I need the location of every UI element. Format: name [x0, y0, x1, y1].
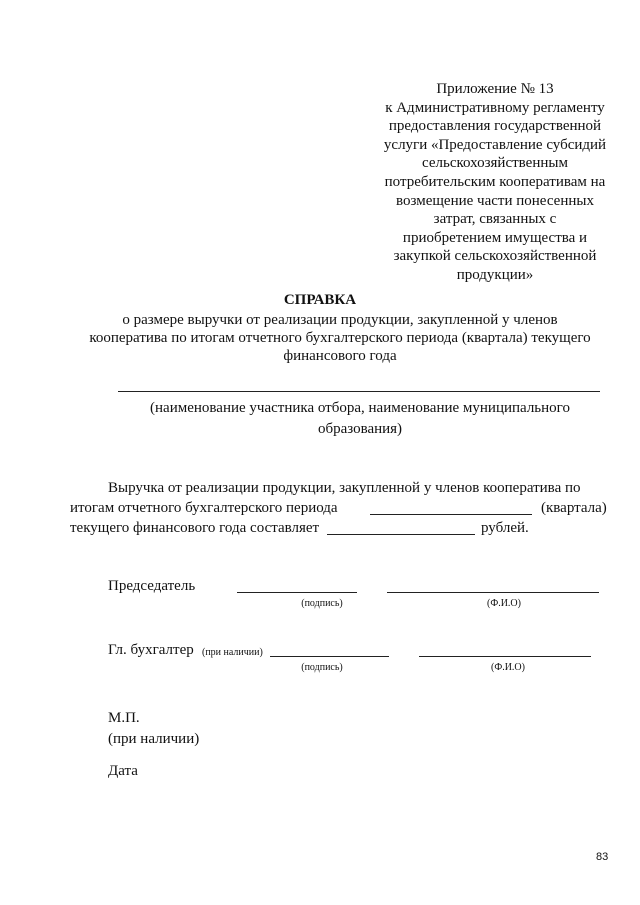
page-number: 83 — [596, 851, 609, 863]
statement-text: текущего финансового года составляет — [70, 520, 320, 536]
chairman-name-caption: (Ф.И.О) — [486, 598, 521, 609]
chairman-signature-field[interactable] — [237, 592, 357, 593]
annex-line: затрат, связанных с — [433, 211, 557, 228]
participant-name-field[interactable] — [118, 391, 600, 392]
statement-text: рублей. — [481, 520, 529, 536]
annex-line: услуги «Предоставление субсидий — [383, 136, 607, 153]
accountant-label: Гл. бухгалтер — [108, 642, 194, 658]
chairman-signature-caption: (подпись) — [301, 598, 343, 609]
statement-line-3 — [70, 518, 319, 539]
statement-text: (квартала) — [541, 500, 607, 516]
annex-header — [360, 80, 630, 285]
accountant-signature-field[interactable] — [270, 656, 389, 657]
revenue-amount-field[interactable] — [327, 534, 475, 535]
document-title: СПРАВКА — [283, 292, 357, 308]
statement-text: итогам отчетного бухгалтерского периода — [70, 500, 338, 516]
subtitle-line: финансового года — [283, 348, 397, 364]
chairman-name-field[interactable] — [387, 592, 599, 593]
annex-line: приобретением имущества и — [402, 229, 588, 246]
date-label: Дата — [108, 763, 138, 779]
accountant-signature-caption: (подпись) — [301, 662, 343, 673]
stamp-note: (при наличии) — [108, 731, 200, 747]
document-subtitle — [60, 311, 620, 365]
caption-line: образования) — [317, 421, 403, 437]
annex-line: продукции» — [456, 266, 534, 283]
participant-caption — [120, 398, 600, 440]
annex-line: закупкой сельскохозяйственной — [393, 248, 597, 265]
accountant-note: (при наличии) — [202, 647, 263, 658]
annex-line: Приложение № 13 — [436, 81, 554, 97]
period-field[interactable] — [370, 514, 532, 515]
statement-line-2 — [70, 498, 610, 519]
annex-line: предоставления государственной — [388, 118, 602, 135]
accountant-name-caption: (Ф.И.О) — [490, 662, 525, 673]
caption-line: (наименование участника отбора, наименование муниципального — [150, 400, 570, 416]
annex-line: возмещение части понесенных — [396, 192, 594, 209]
statement-line-1 — [108, 478, 581, 499]
stamp-label: М.П. — [108, 710, 140, 726]
subtitle-line: кооператива по итогам отчетного бухгалтерского периода (квартала) текущего — [89, 330, 591, 346]
statement-text: Выручка от реализации продукции, закупленной у членов кооператива по — [108, 480, 581, 496]
annex-line: сельскохозяйственным — [422, 155, 568, 172]
annex-line: потребительским кооперативам на — [384, 173, 606, 190]
accountant-name-field[interactable] — [419, 656, 591, 657]
chairman-label: Председатель — [108, 578, 196, 594]
statement-line-2-end — [541, 498, 607, 519]
statement-line-3-end — [481, 518, 529, 539]
annex-line: к Административному регламенту — [385, 99, 605, 116]
subtitle-line: о размере выручки от реализации продукции, закупленной у членов — [122, 312, 558, 328]
